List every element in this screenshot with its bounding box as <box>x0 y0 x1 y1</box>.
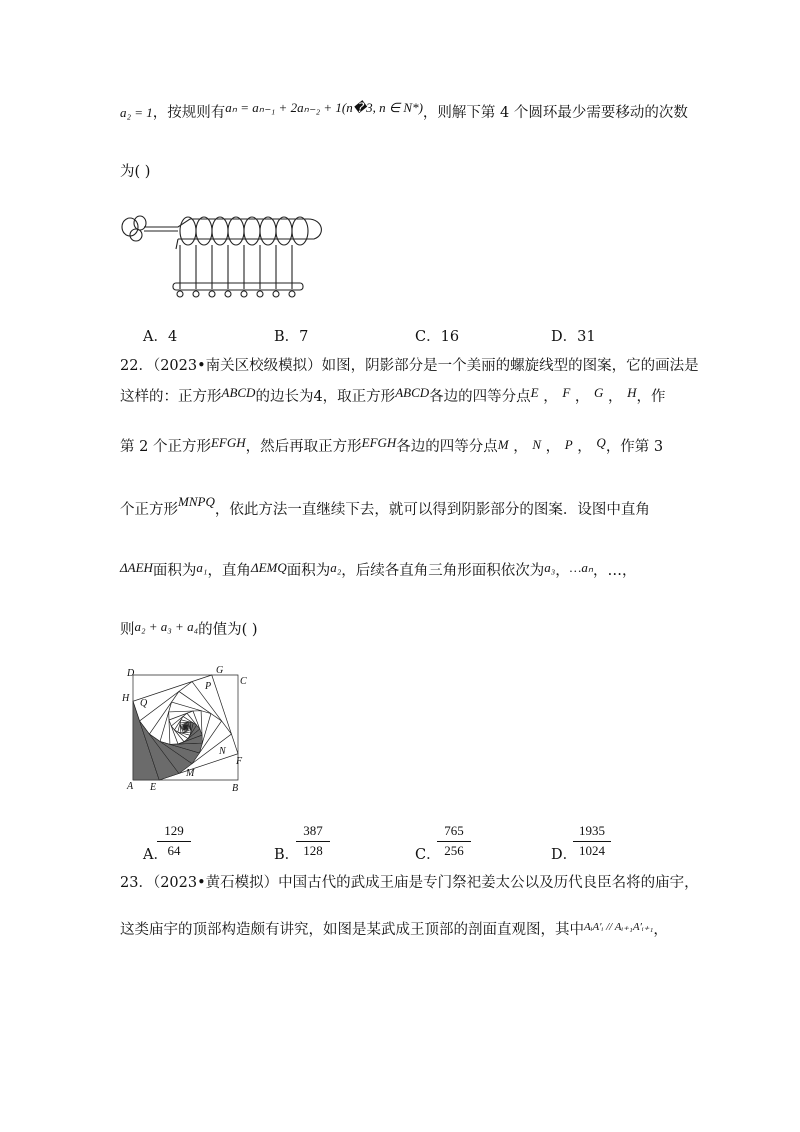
q22-line3: 第 2 个正方形EFGH，然后再取正方形EFGH各边的四等分点M ， N ， P ， Q，作第 3 <box>120 435 664 455</box>
recurrence-formula: aₙ = aₙ₋₁ + 2aₙ₋₂ + 1(n�3, n ∈ N*) <box>225 100 423 115</box>
q21-line1-mid: ，按规则有 <box>152 105 226 121</box>
label-f: F <box>236 756 243 767</box>
q22-option-b[interactable]: B． <box>274 847 300 863</box>
q22-option-d-fraction: $\frac{1935}{1024}$ <box>573 823 611 859</box>
q21-line2: 为( ) <box>120 164 151 180</box>
label-q: Q <box>140 698 148 709</box>
label-e: E <box>150 782 157 793</box>
q22-option-c-fraction: $\frac{765}{256}$ <box>437 823 471 859</box>
q23-line2: 这类庙宇的顶部构造颇有讲究，如图是某武成王顶部的剖面直观图，其中$^{AᵢA'ᵢ // Aᵢ_{+1}A'ᵢ_{+1}}$， <box>120 921 668 938</box>
label-g: G <box>216 665 224 676</box>
q22-option-a[interactable]: A． <box>143 847 168 863</box>
q22-option-c[interactable]: C． <box>415 847 441 863</box>
q21-option-d[interactable]: D．31 <box>551 329 596 345</box>
q22-option-d[interactable]: D． <box>551 847 578 863</box>
q22-option-a-fraction: $\frac{129}{64}$ <box>157 823 191 859</box>
q22-line4: 个正方形MNPQ，依此方法一直继续下去，就可以得到阴影部分的图案．设图中直角 <box>120 494 650 518</box>
q21-option-c[interactable]: C．16 <box>415 329 460 345</box>
label-m: M <box>186 768 195 779</box>
q21-line1-tail: ，则解下第 4 个圆环最少需要移动的次数 <box>422 105 688 121</box>
label-p: P <box>205 681 212 692</box>
chinese-rings-figure <box>118 205 338 305</box>
q23-line1: 23．（2023•黄石模拟）中国古代的武成王庙是专门祭祀姜太公以及历代良臣名将的庙宇， <box>120 875 699 891</box>
label-h: H <box>122 693 130 704</box>
label-b: B <box>232 783 239 794</box>
spiral-squares-figure <box>118 660 258 800</box>
q22-line5: ΔAEH面积为a₁，直角ΔEMQ面积为a₂，后续各直角三角形面积依次为a₃，…aₙ，…， <box>120 560 637 579</box>
q21-option-a[interactable]: A．4 <box>143 329 178 345</box>
label-a: A <box>127 781 134 792</box>
q23-formula: AᵢA′ᵢ // Aᵢ₊₁A′ᵢ₊₁ <box>584 921 654 933</box>
label-n: N <box>219 746 226 757</box>
label-d: D <box>127 668 135 679</box>
a2-eq: a₂ = 1 <box>120 105 153 120</box>
q21-line1 <box>120 100 688 123</box>
q22-line1: 22．（2023•南关区校级模拟）如图，阴影部分是一个美丽的螺旋线型的图案，它的画法是 <box>120 358 699 374</box>
q21-option-b[interactable]: B．7 <box>274 329 309 345</box>
label-c: C <box>240 676 247 687</box>
q22-line6: 则a₂ + a₃ + a₄的值为( ) <box>120 619 258 638</box>
q22-option-b-fraction: $\frac{387}{128}$ <box>296 823 330 859</box>
q22-line2: 这样的：正方形ABCD的边长为4，取正方形ABCD各边的四等分点E ， F ， G ， H，作 <box>120 385 666 405</box>
